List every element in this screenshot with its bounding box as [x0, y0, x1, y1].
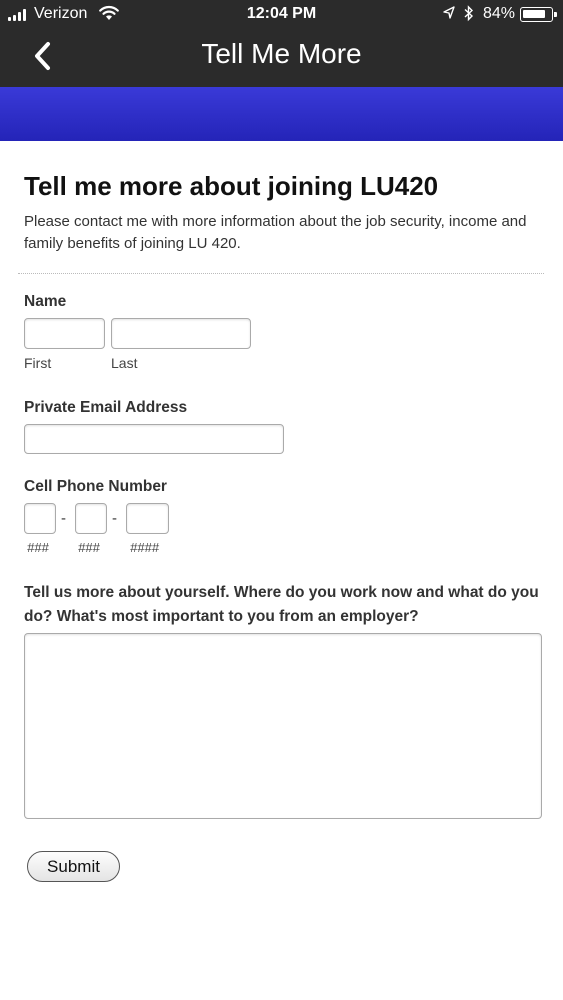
- last-name-sublabel: Last: [111, 355, 138, 371]
- battery-percent: 84%: [483, 5, 516, 22]
- phone-separator: -: [112, 510, 117, 527]
- brand-banner: [0, 87, 563, 141]
- about-label: Tell us more about yourself. Where do you work now and what do you do? What's most important to you from an employer?: [24, 584, 539, 625]
- first-name-sublabel: First: [24, 355, 52, 371]
- phone-line-input[interactable]: [126, 503, 169, 534]
- phone-area-sublabel: ###: [27, 540, 49, 555]
- email-input[interactable]: [24, 424, 284, 454]
- battery-icon: [520, 7, 553, 22]
- bluetooth-icon: [463, 5, 475, 22]
- email-label: Private Email Address: [24, 399, 188, 416]
- last-name-input[interactable]: [111, 318, 251, 349]
- status-time: 12:04 PM: [246, 5, 317, 22]
- battery-level: [523, 10, 545, 18]
- submit-button[interactable]: Submit: [27, 851, 120, 882]
- phone-line-sublabel: ####: [130, 540, 159, 555]
- first-name-input[interactable]: [24, 318, 105, 349]
- form-title: Tell me more about joining LU420: [24, 171, 439, 201]
- phone-prefix-sublabel: ###: [78, 540, 100, 555]
- status-bar: [0, 0, 563, 30]
- nav-title: Tell Me More: [201, 38, 362, 69]
- about-textarea[interactable]: [24, 633, 542, 819]
- phone-prefix-input[interactable]: [75, 503, 107, 534]
- phone-label: Cell Phone Number: [24, 478, 167, 495]
- phone-separator: -: [61, 510, 66, 527]
- form-description: Please contact me with more information about the job security, income and family benefits of joining LU 420.: [24, 213, 527, 252]
- name-label: Name: [24, 293, 67, 310]
- app-header: [0, 0, 563, 87]
- carrier-name: Verizon: [34, 5, 88, 22]
- location-icon: [443, 6, 455, 20]
- divider: [18, 273, 544, 274]
- phone-area-input[interactable]: [24, 503, 56, 534]
